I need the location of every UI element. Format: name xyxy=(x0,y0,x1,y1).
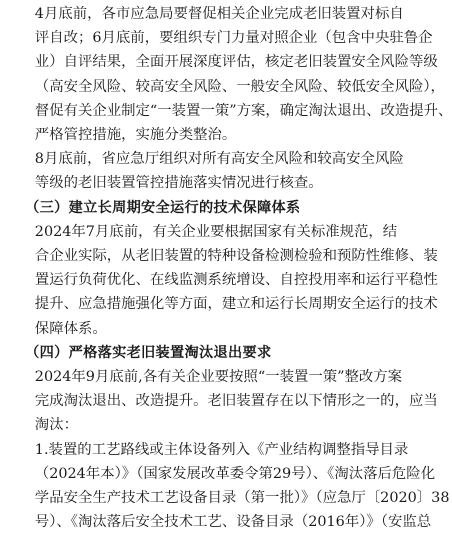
heading-text: （四）严格落实老旧装置淘汰退出要求 xyxy=(25,344,272,361)
text-line: 淘汰： xyxy=(34,417,78,434)
text-line: 督促有关企业制定“一装置一策”方案，确定淘汰退出、改造提升、 xyxy=(34,102,452,119)
text-line: 业）自评结果，全面开展深度评估，核定老旧装置安全风险等级 xyxy=(34,54,438,71)
text-line: 评自改；6月底前，要组织专门力量对照企业（包含中央驻鲁企 xyxy=(34,30,433,47)
text-line: 学品安全生产技术工艺设备目录（第一批）》（应急厅〔2020〕38 xyxy=(34,490,450,507)
text-line: 置运行负荷优化、在线监测系统增设、自控投用率和运行平稳性 xyxy=(34,272,438,289)
text-line: 严格管控措施，实施分类整治。 xyxy=(34,127,237,144)
text-line: 完成淘汰退出、改造提升。老旧装置存在以下情形之一的，应当 xyxy=(34,393,438,410)
text-line: 2024年9月底前,各有关企业要按照“一装置一策”整改方案 xyxy=(34,369,403,386)
text-line: 合企业实际，从老旧装置的特种设备检测检验和预防性维修、装 xyxy=(34,248,438,265)
text-line: 保障体系。 xyxy=(34,320,107,337)
paragraph-criterion-1 xyxy=(6,438,450,535)
section-heading-elimination xyxy=(6,341,391,365)
paragraph-august-verification xyxy=(6,147,404,195)
text-line: 提升、应急措施强化等方面，建立和运行长周期安全运行的技术 xyxy=(34,296,438,313)
text-line: 2024年7月底前，有关企业要根据国家有关标准规范，结 xyxy=(34,223,398,240)
paragraph-september-elimination xyxy=(6,365,438,438)
text-line: 等级的老旧装置管控措施落实情况进行核查。 xyxy=(34,175,323,192)
section-heading-technical-support xyxy=(6,196,391,220)
text-line: 1.装置的工艺路线或主体设备列入《产业结构调整指导目录 xyxy=(34,441,409,458)
text-line: 号）、《淘汰落后安全技术工艺、设备目录（2016年）》（安监总 xyxy=(34,514,432,531)
text-line: 8月底前，省应急厅组织对所有高安全风险和较高安全风险 xyxy=(34,151,404,168)
heading-text: （三）建立长周期安全运行的技术保障体系 xyxy=(25,199,301,216)
text-line: 4月底前，各市应急局要督促相关企业完成老旧装置对标自 xyxy=(34,6,404,22)
text-line: （2024年本）》（国家发展改革委令第29号）、《淘汰落后危险化 xyxy=(34,465,436,482)
paragraph-inspection-schedule xyxy=(6,2,452,147)
text-line: （高安全风险、较高安全风险、一般安全风险、较低安全风险）， xyxy=(34,78,445,95)
paragraph-july-support-system xyxy=(6,220,438,341)
